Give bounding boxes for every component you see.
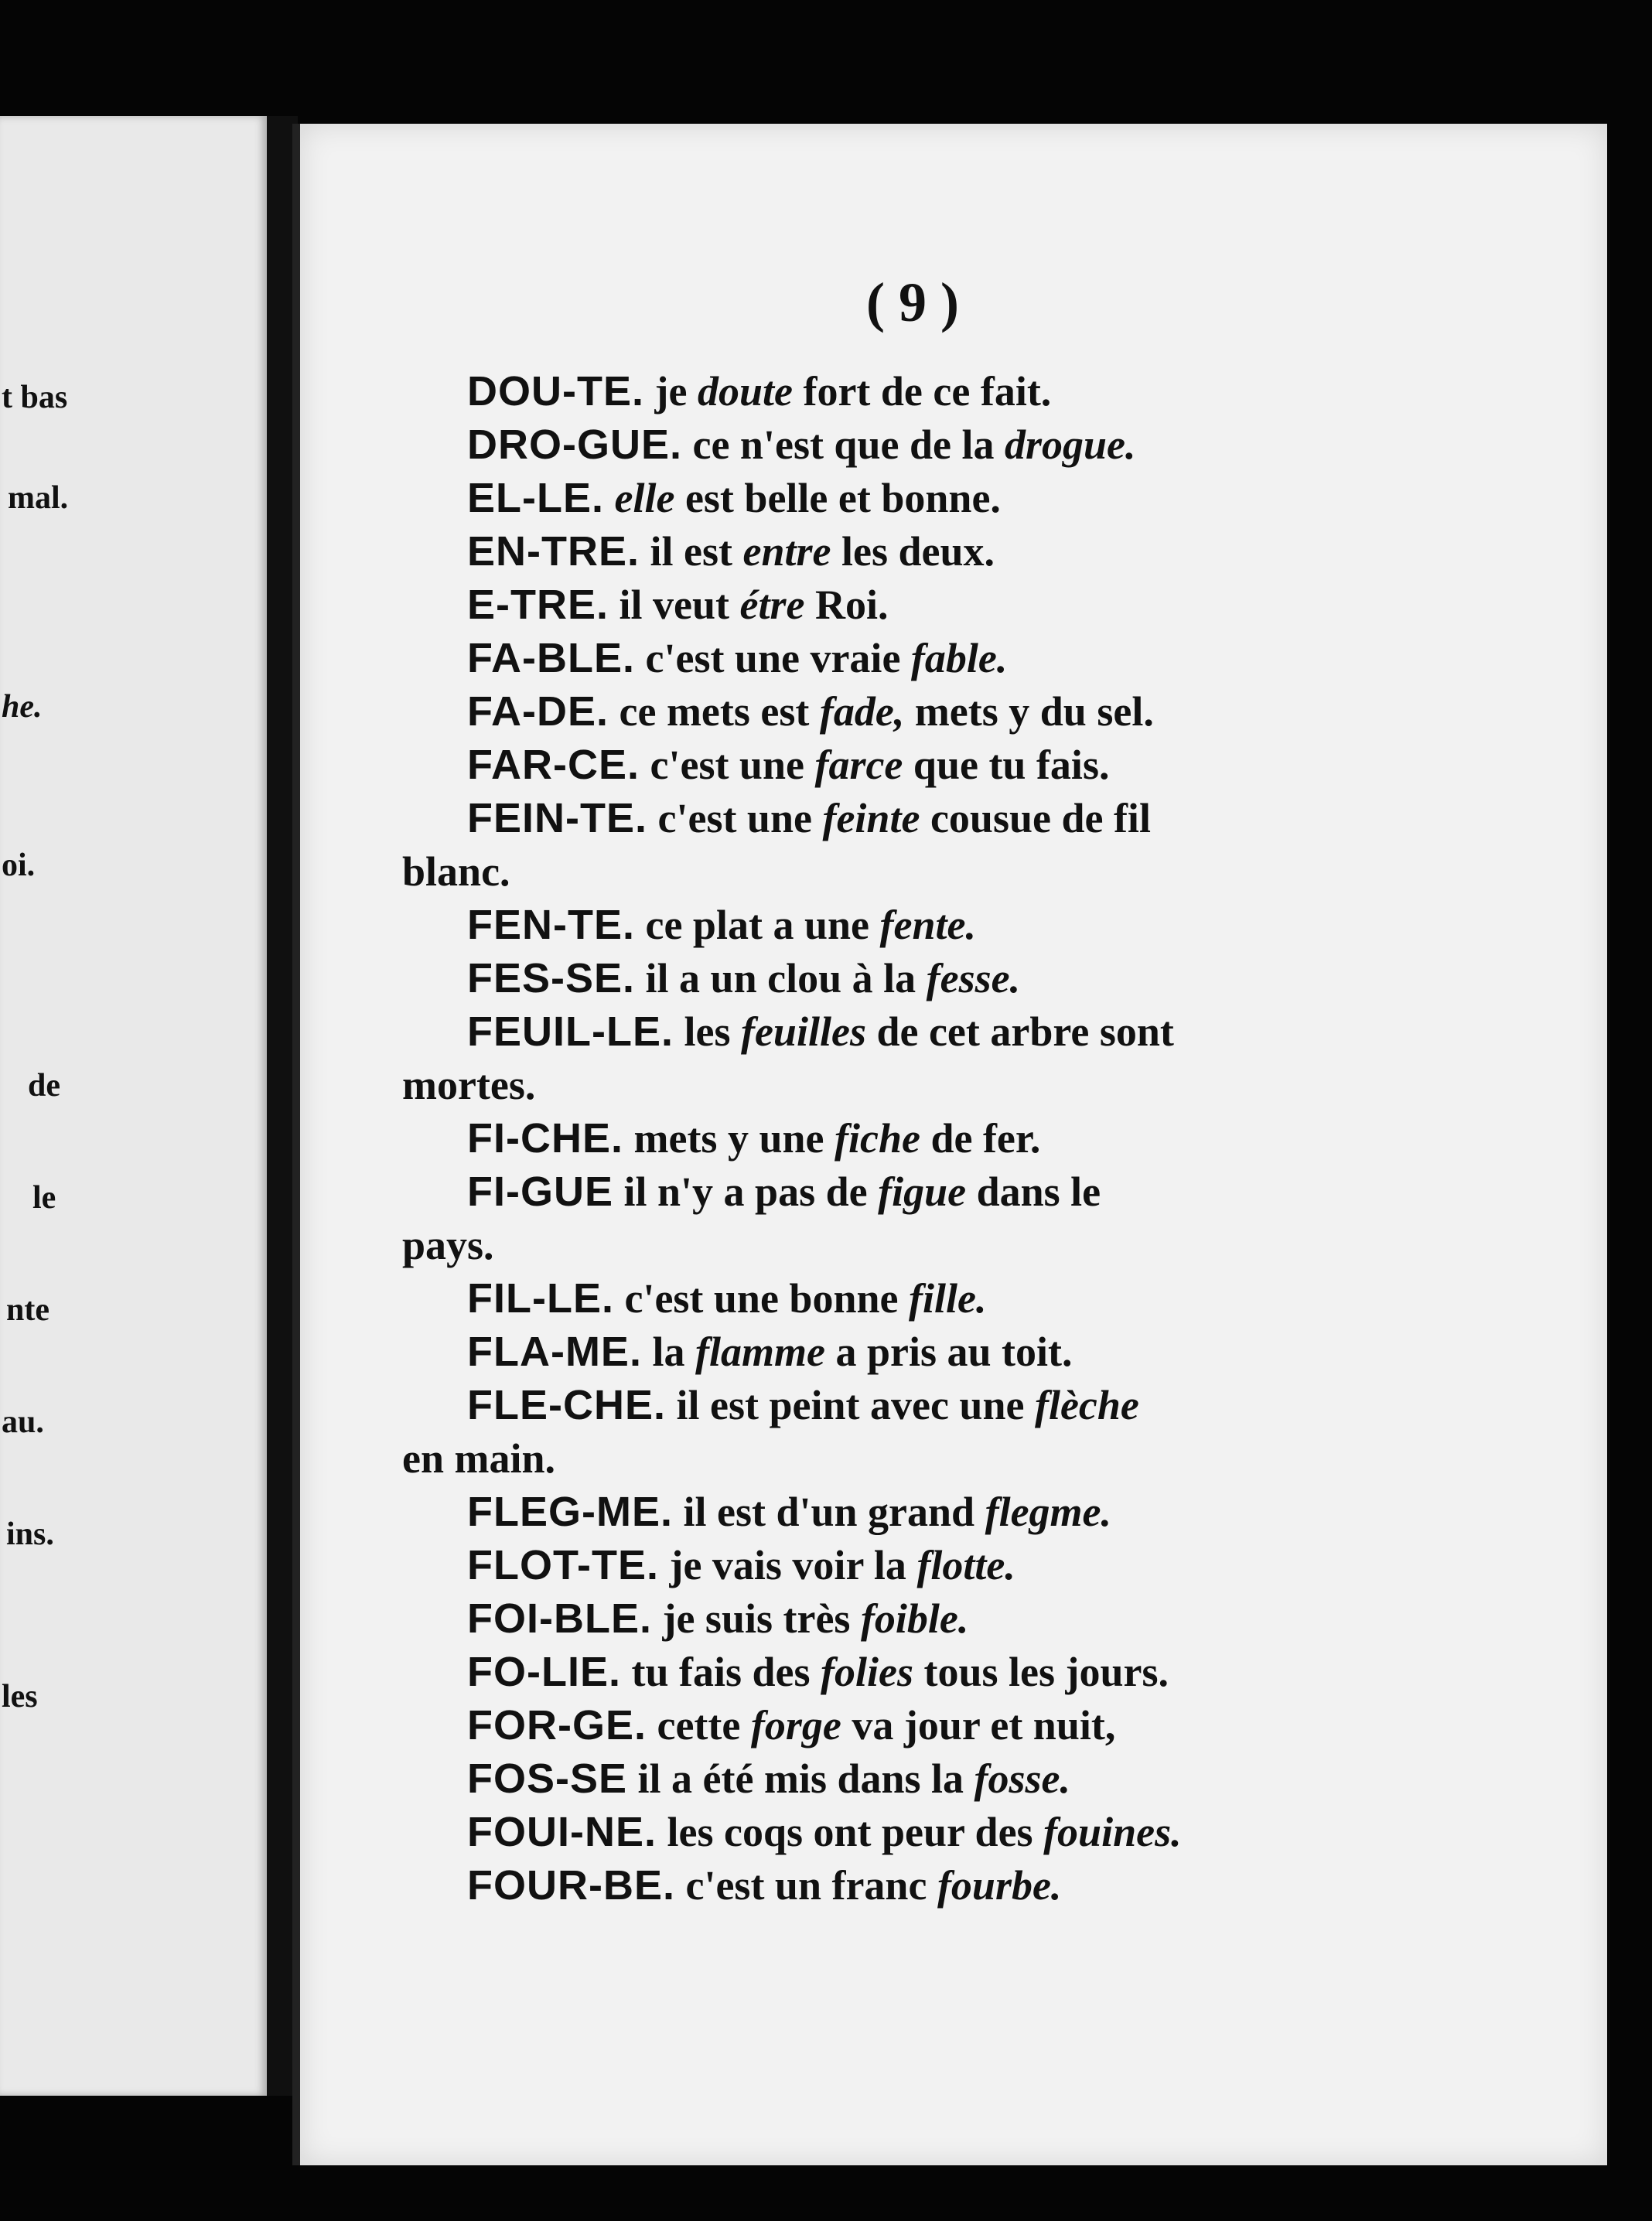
example-sentence <box>669 1542 1015 1588</box>
dictionary-entry <box>467 525 1457 578</box>
highlighted-word: flamme <box>695 1329 825 1375</box>
sentence-after: de fer. <box>930 1115 1041 1162</box>
dictionary-entry <box>467 1486 1457 1539</box>
example-sentence <box>624 1275 986 1322</box>
highlighted-word: fente. <box>879 902 976 948</box>
example-sentence <box>646 955 1021 1001</box>
sentence-before: je <box>654 368 688 415</box>
dictionary-entry <box>467 1325 1457 1379</box>
highlighted-word: étre <box>739 582 805 628</box>
left-fragment: he. <box>2 689 43 725</box>
left-fragment: les <box>2 1679 38 1714</box>
sentence-after: cousue de fil <box>930 795 1151 841</box>
dictionary-entry <box>402 1005 1457 1112</box>
entry-word: FEIN-TE. <box>467 795 647 841</box>
entry-word: FEUIL-LE. <box>467 1008 674 1055</box>
entry-word: FOR-GE. <box>467 1702 647 1748</box>
entry-word: FOUR-BE. <box>467 1862 675 1909</box>
highlighted-word: fable. <box>910 635 1008 681</box>
sentence-before: ce mets est <box>619 688 810 735</box>
sentence-before: ce plat a une <box>645 902 869 948</box>
example-sentence <box>646 902 976 948</box>
example-sentence <box>683 1489 1111 1535</box>
entry-word: FO-LIE. <box>467 1649 621 1695</box>
sentence-before: il a été mis dans la <box>637 1755 964 1802</box>
sentence-before: il est <box>650 528 732 575</box>
left-fragment: t bas <box>2 380 68 415</box>
example-sentence <box>638 1755 1071 1802</box>
example-sentence <box>684 1008 1173 1055</box>
highlighted-word: feinte <box>822 795 920 841</box>
example-sentence <box>657 1702 1116 1748</box>
highlighted-word: drogue. <box>1004 421 1136 468</box>
sentence-after: tous les jours. <box>923 1649 1169 1695</box>
entry-word: FEN-TE. <box>467 902 635 948</box>
example-sentence <box>677 1382 1139 1428</box>
dictionary-entry <box>467 418 1457 472</box>
sentence-before: les coqs ont peur des <box>667 1809 1033 1855</box>
sentence-after: mets y du sel. <box>914 688 1154 735</box>
highlighted-word: fosse. <box>974 1755 1071 1802</box>
entry-word: FOS-SE <box>467 1755 628 1802</box>
entry-word: FLA-ME. <box>467 1329 642 1375</box>
example-sentence <box>624 1168 1101 1215</box>
example-sentence <box>693 421 1136 468</box>
sentence-before: il a un clou à la <box>645 955 916 1001</box>
sentence-after: va jour et nuit, <box>852 1702 1116 1748</box>
entry-word: FA-BLE. <box>467 635 635 681</box>
entry-word: DOU-TE. <box>467 368 644 415</box>
entry-word: FES-SE. <box>467 955 636 1001</box>
sentence-after: que tu fais. <box>913 742 1110 788</box>
highlighted-word: folies <box>821 1649 913 1695</box>
dictionary-entry <box>467 365 1457 418</box>
dictionary-entry <box>467 952 1457 1005</box>
sentence-continuation: blanc. <box>402 848 510 895</box>
highlighted-word: elle <box>614 475 675 521</box>
example-sentence <box>652 1329 1072 1375</box>
dictionary-entry <box>467 1806 1457 1859</box>
example-sentence <box>650 742 1110 788</box>
highlighted-word: fouines. <box>1043 1809 1182 1855</box>
sentence-continuation: mortes. <box>402 1062 536 1108</box>
dictionary-entry <box>467 1699 1457 1752</box>
left-page <box>0 116 267 2096</box>
entry-word: EN-TRE. <box>467 528 640 575</box>
example-sentence <box>620 582 889 628</box>
example-sentence <box>655 368 1052 415</box>
dictionary-entry <box>467 632 1457 685</box>
entry-word: FA-DE. <box>467 688 609 735</box>
sentence-before: je vais voir la <box>669 1542 906 1588</box>
left-fragment: nte <box>6 1292 49 1328</box>
entry-word: FAR-CE. <box>467 742 640 788</box>
dictionary-entry <box>467 578 1457 632</box>
example-sentence <box>650 528 995 575</box>
example-sentence <box>646 635 1008 681</box>
highlighted-word: fade, <box>819 688 905 735</box>
sentence-after: les deux. <box>841 528 995 575</box>
entry-word: FLOT-TE. <box>467 1542 659 1588</box>
sentence-before: c'est une bonne <box>624 1275 899 1322</box>
sentence-before: mets y une <box>633 1115 824 1162</box>
left-fragment: au. <box>2 1404 44 1440</box>
sentence-after: est belle et bonne. <box>684 475 1001 521</box>
entry-word: FOUI-NE. <box>467 1809 657 1855</box>
sentence-before: il est d'un grand <box>683 1489 975 1535</box>
entry-word: FI-GUE <box>467 1168 613 1215</box>
entry-word: FLEG-ME. <box>467 1489 673 1535</box>
highlighted-word: flegme. <box>985 1489 1112 1535</box>
highlighted-word: forge <box>750 1702 841 1748</box>
highlighted-word: fourbe. <box>937 1862 1062 1909</box>
left-fragment: mal. <box>8 480 69 516</box>
entry-word: EL-LE. <box>467 475 604 521</box>
dictionary-entry <box>402 1379 1457 1486</box>
dictionary-entry <box>467 685 1457 739</box>
highlighted-word: flèche <box>1034 1382 1139 1428</box>
sentence-before: il veut <box>619 582 730 628</box>
example-sentence <box>662 1595 968 1642</box>
highlighted-word: foible. <box>860 1595 969 1642</box>
highlighted-word: figue <box>878 1168 967 1215</box>
entry-word: E-TRE. <box>467 582 609 628</box>
entry-word: FIL-LE. <box>467 1275 614 1322</box>
entry-word: FLE-CHE. <box>467 1382 666 1428</box>
dictionary-entry <box>467 1539 1457 1592</box>
word-list <box>402 365 1457 1912</box>
dictionary-entry <box>467 472 1457 525</box>
example-sentence <box>631 1649 1169 1695</box>
highlighted-word: flotte. <box>916 1542 1015 1588</box>
entry-word: DRO-GUE. <box>467 421 682 468</box>
sentence-before: c'est un franc <box>685 1862 927 1909</box>
dictionary-entry <box>402 1165 1457 1272</box>
sentence-before: ce n'est que de la <box>692 421 995 468</box>
dictionary-entry <box>402 792 1457 899</box>
sentence-continuation: pays. <box>402 1222 494 1268</box>
sentence-before: je suis très <box>662 1595 851 1642</box>
example-sentence <box>667 1809 1182 1855</box>
example-sentence <box>615 475 1001 521</box>
sentence-before: la <box>652 1329 685 1375</box>
example-sentence <box>634 1115 1041 1162</box>
sentence-after: Roi. <box>814 582 889 628</box>
example-sentence <box>620 688 1154 735</box>
dictionary-entry <box>467 1859 1457 1912</box>
dictionary-entry <box>467 1752 1457 1806</box>
sentence-continuation: en main. <box>402 1435 556 1482</box>
dictionary-entry <box>467 1272 1457 1325</box>
dictionary-entry <box>467 899 1457 952</box>
entry-word: FI-CHE. <box>467 1115 623 1162</box>
dictionary-entry <box>467 739 1457 792</box>
highlighted-word: fiche <box>834 1115 920 1162</box>
left-fragment: ins. <box>6 1516 54 1552</box>
sentence-before: c'est une <box>650 742 804 788</box>
dictionary-entry <box>467 1112 1457 1165</box>
sentence-before: il est peint avec une <box>676 1382 1025 1428</box>
sentence-before: les <box>684 1008 731 1055</box>
highlighted-word: feuilles <box>740 1008 866 1055</box>
left-fragment: de <box>28 1068 60 1104</box>
example-sentence <box>685 1862 1061 1909</box>
highlighted-word: fesse. <box>926 955 1021 1001</box>
entry-word: FOI-BLE. <box>467 1595 652 1642</box>
sentence-before: il n'y a pas de <box>623 1168 868 1215</box>
example-sentence <box>658 795 1151 841</box>
dictionary-entry <box>467 1646 1457 1699</box>
highlighted-word: doute <box>697 368 793 415</box>
sentence-after: de cet arbre sont <box>876 1008 1174 1055</box>
page-number: ( 9 ) <box>866 271 959 333</box>
sentence-before: cette <box>657 1702 741 1748</box>
sentence-after: dans le <box>976 1168 1101 1215</box>
left-fragment: le <box>32 1180 56 1216</box>
sentence-before: c'est une vraie <box>645 635 901 681</box>
sentence-before: c'est une <box>657 795 812 841</box>
sentence-after: a pris au toit. <box>835 1329 1073 1375</box>
dictionary-entry <box>467 1592 1457 1646</box>
highlighted-word: entre <box>742 528 831 575</box>
highlighted-word: fille. <box>909 1275 987 1322</box>
highlighted-word: farce <box>814 742 903 788</box>
left-fragment: oi. <box>2 848 36 883</box>
sentence-before: tu fais des <box>631 1649 811 1695</box>
sentence-after: fort de ce fait. <box>803 368 1052 415</box>
